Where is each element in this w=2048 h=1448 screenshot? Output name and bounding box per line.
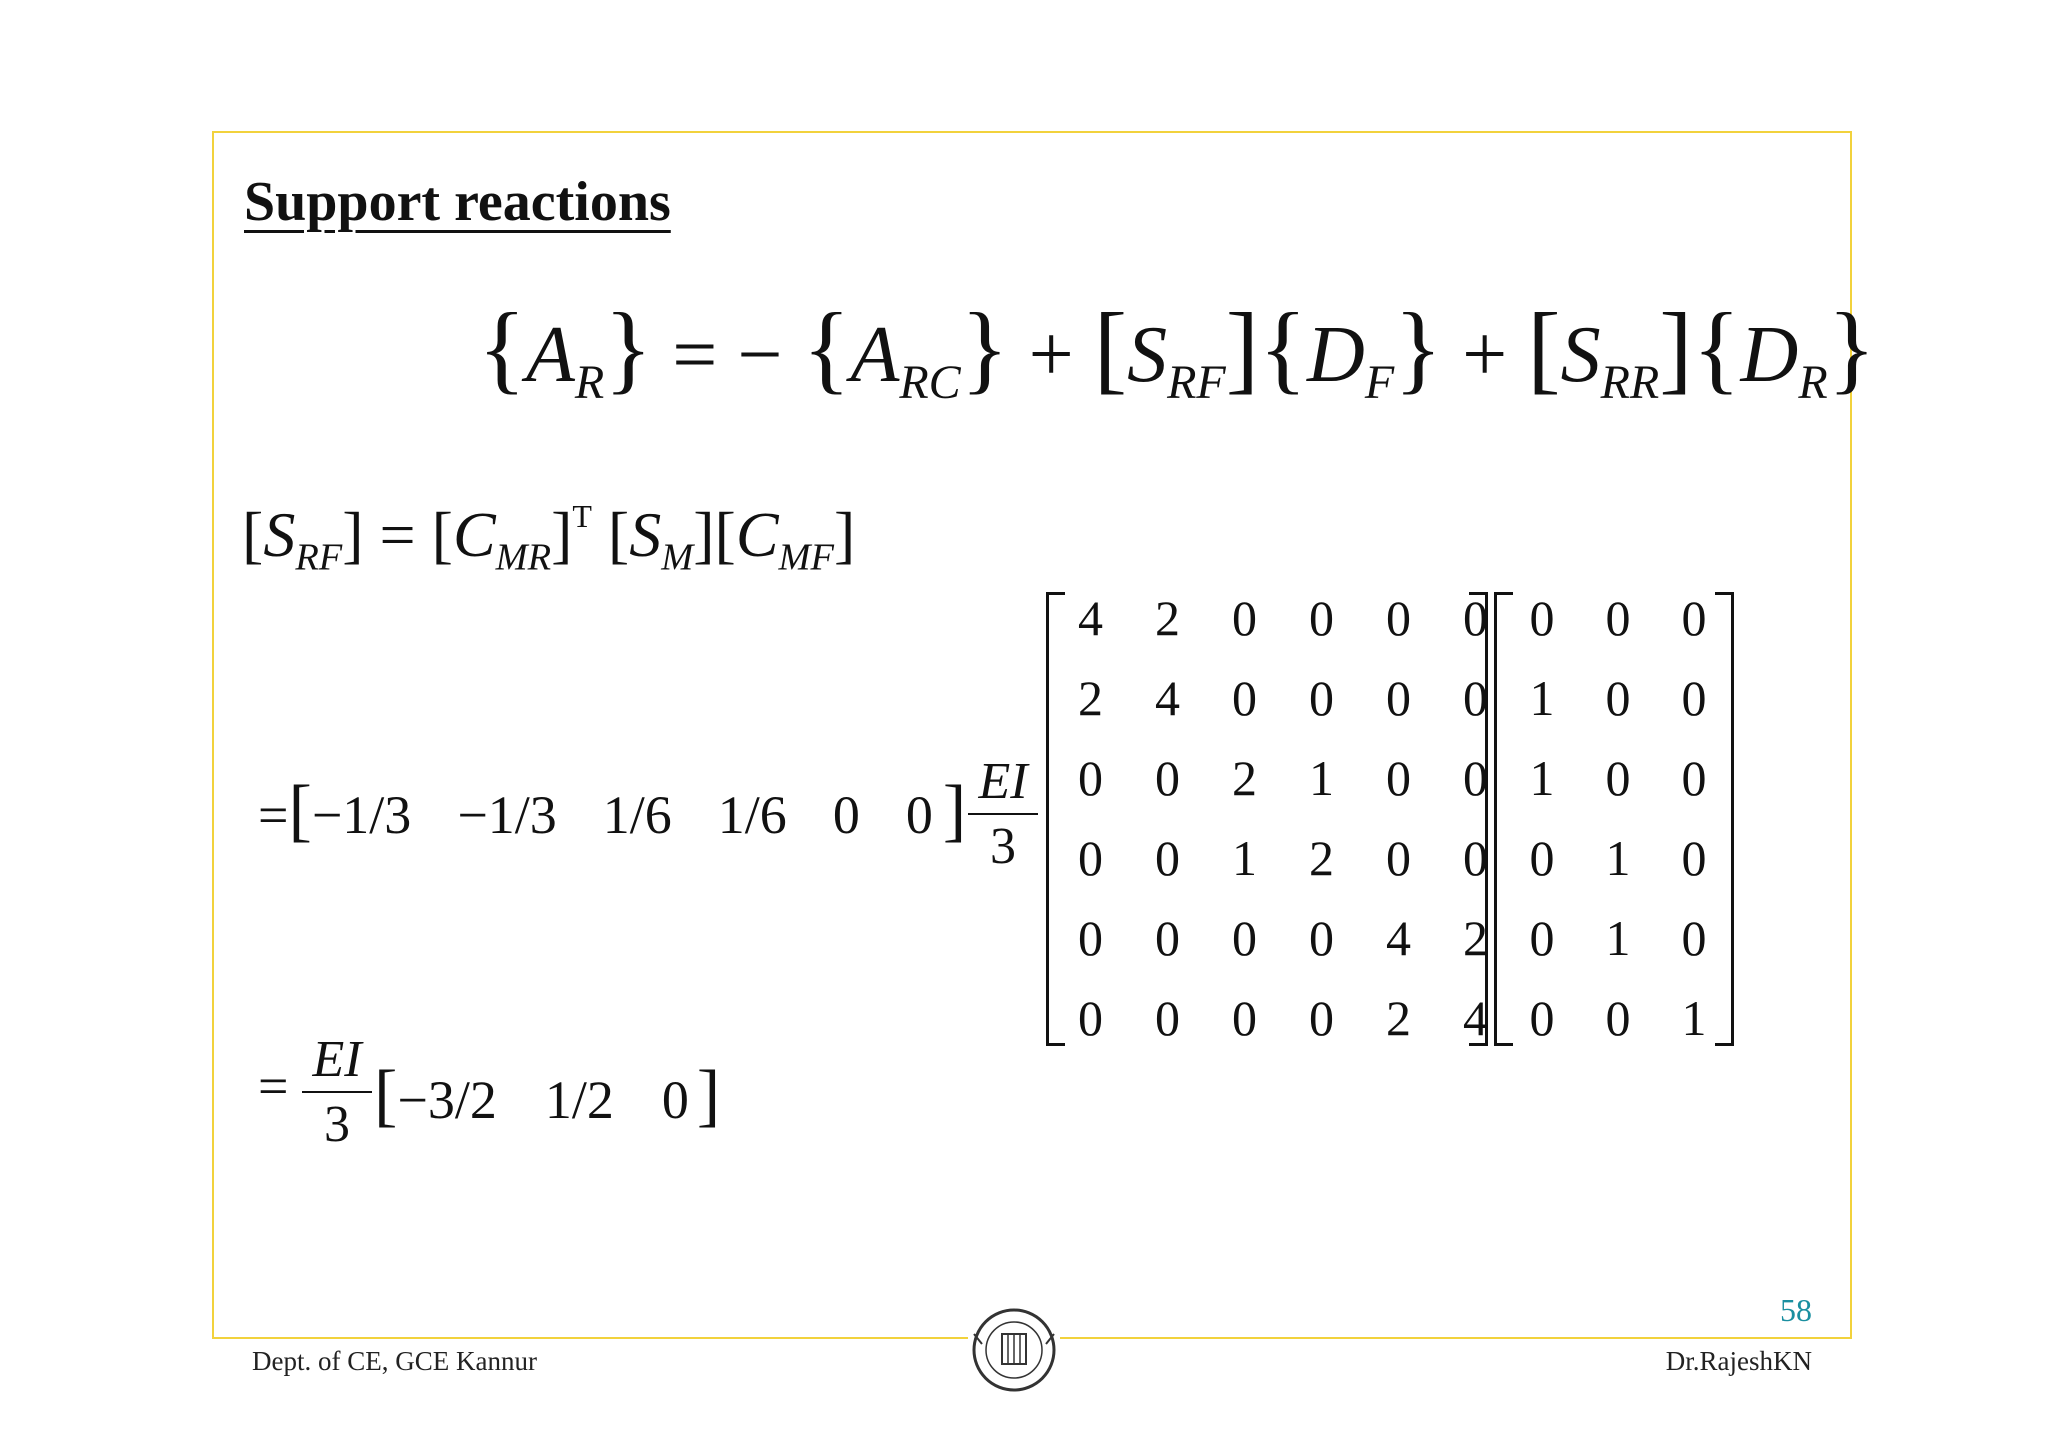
result-ei-over-3-fraction bbox=[302, 1030, 372, 1154]
arc-symbol: A bbox=[850, 311, 900, 399]
stiffness-matrix-cell: 0 bbox=[1078, 750, 1103, 806]
plus-sign-2: + bbox=[1462, 311, 1508, 399]
cmr-subscript: MR bbox=[495, 536, 552, 579]
stiffness-matrix-cell: 0 bbox=[1155, 830, 1180, 886]
support-reaction-equation: $\{A_R\}$ = − $\{A_{RC}\} + [S_{RF}]\{D_F\} + [S_{RR}]\{D_R\}$ bbox=[478, 292, 1876, 409]
connectivity-matrix-cell: 1 bbox=[1529, 750, 1555, 806]
stiffness-matrix-cell: 0 bbox=[1078, 910, 1103, 966]
equals-minus: = − bbox=[672, 311, 783, 399]
srf-definition-equation: $[S_{RF}] = [C_{MR}]^T$ $[S_M][C_{MF}]$ bbox=[242, 498, 856, 579]
connectivity-matrix-cell: 0 bbox=[1681, 670, 1707, 726]
stiffness-matrix-cell: 0 bbox=[1309, 670, 1334, 726]
stiffness-matrix-cell: 0 bbox=[1232, 670, 1257, 726]
rowvec-value: 1/6 bbox=[602, 785, 672, 845]
stiffness-matrix-cell: 0 bbox=[1463, 750, 1488, 806]
stiffness-matrix-cell: 0 bbox=[1155, 990, 1180, 1046]
stiffness-matrix-cell: 0 bbox=[1463, 670, 1488, 726]
college-seal-icon bbox=[968, 1304, 1060, 1396]
df-symbol: D bbox=[1307, 311, 1365, 399]
cmf-subscript: MF bbox=[778, 536, 834, 579]
connectivity-matrix bbox=[1504, 578, 1732, 1058]
stiffness-matrix-cell: 2 bbox=[1078, 670, 1103, 726]
cmf-symbol: C bbox=[735, 499, 779, 570]
dr-symbol: D bbox=[1740, 311, 1799, 399]
result-line bbox=[258, 1055, 288, 1117]
stiffness-matrix-cell: 0 bbox=[1309, 910, 1334, 966]
fraction-numerator: EI bbox=[978, 753, 1028, 810]
srf-lhs-symbol: S bbox=[263, 499, 296, 570]
stiffness-matrix-cell: 0 bbox=[1386, 830, 1411, 886]
connectivity-matrix-cell: 0 bbox=[1605, 750, 1631, 806]
rowvec-value: 0 bbox=[905, 785, 933, 845]
result-value: −3/2 bbox=[397, 1070, 497, 1130]
connectivity-matrix-cell: 0 bbox=[1681, 830, 1707, 886]
connectivity-matrix-cell: 1 bbox=[1529, 670, 1555, 726]
df-subscript: F bbox=[1364, 355, 1395, 409]
result-vector: [−3/2 1/2 0 ] bbox=[374, 1056, 721, 1134]
connectivity-matrix-cell: 0 bbox=[1605, 990, 1631, 1046]
dr-subscript: R bbox=[1798, 355, 1828, 409]
rowvec-value: −1/3 bbox=[311, 785, 412, 845]
result-fraction-denominator: 3 bbox=[324, 1096, 350, 1153]
result-equals: = bbox=[258, 1056, 289, 1116]
equals-sign: = bbox=[379, 499, 416, 570]
srf-symbol: S bbox=[1127, 311, 1168, 399]
ar-subscript: R bbox=[574, 355, 605, 409]
rowvec-value: 0 bbox=[832, 785, 860, 845]
fraction-denominator: 3 bbox=[990, 818, 1016, 875]
connectivity-matrix-cell: 0 bbox=[1681, 590, 1707, 646]
transpose-mark: T bbox=[572, 498, 592, 535]
result-value: 1/2 bbox=[544, 1070, 614, 1130]
stiffness-matrix-cell: 0 bbox=[1232, 990, 1257, 1046]
footer-dept: Dept. of CE, GCE Kannur bbox=[252, 1346, 537, 1376]
sm-symbol: S bbox=[629, 499, 662, 570]
stiffness-matrix-cell: 0 bbox=[1232, 910, 1257, 966]
srr-subscript: RR bbox=[1600, 355, 1660, 409]
stiffness-matrix-cell: 1 bbox=[1232, 830, 1257, 886]
stiffness-matrix-cell: 0 bbox=[1232, 590, 1257, 646]
rowvec-equals: = bbox=[258, 785, 289, 845]
connectivity-matrix-cell: 0 bbox=[1681, 750, 1707, 806]
ei-over-3-fraction bbox=[968, 752, 1038, 876]
result-fraction-numerator: EI bbox=[312, 1031, 362, 1088]
stiffness-matrix-cell: 0 bbox=[1078, 990, 1103, 1046]
connectivity-matrix-cell: 0 bbox=[1529, 910, 1555, 966]
stiffness-matrix-cell: 4 bbox=[1155, 670, 1180, 726]
connectivity-matrix-cell: 0 bbox=[1605, 670, 1631, 726]
stiffness-matrix-cell: 2 bbox=[1386, 990, 1411, 1046]
stiffness-matrix-cell: 2 bbox=[1463, 910, 1488, 966]
stiffness-matrix-cell: 0 bbox=[1309, 590, 1334, 646]
stiffness-matrix-cell: 1 bbox=[1309, 750, 1334, 806]
stiffness-matrix-cell: 0 bbox=[1386, 590, 1411, 646]
stiffness-matrix-cell: 0 bbox=[1309, 990, 1334, 1046]
stiffness-matrix-cell: 0 bbox=[1463, 830, 1488, 886]
stiffness-matrix-cell: 0 bbox=[1463, 590, 1488, 646]
stiffness-matrix-cell: 4 bbox=[1078, 590, 1103, 646]
srr-symbol: S bbox=[1560, 311, 1601, 399]
connectivity-matrix-cell: 0 bbox=[1529, 990, 1555, 1046]
connectivity-matrix-cell: 1 bbox=[1681, 990, 1707, 1046]
arc-subscript: RC bbox=[899, 355, 961, 409]
srf-subscript: RF bbox=[1167, 355, 1226, 409]
result-value: 0 bbox=[661, 1070, 689, 1130]
ar-symbol: A bbox=[526, 311, 575, 399]
slide-title: Support reactions bbox=[244, 171, 671, 233]
plus-sign: + bbox=[1028, 311, 1074, 399]
sm-subscript: M bbox=[661, 536, 694, 579]
connectivity-matrix-cell: 0 bbox=[1681, 910, 1707, 966]
stiffness-matrix-cell: 4 bbox=[1463, 990, 1488, 1046]
connectivity-matrix-cell: 0 bbox=[1605, 590, 1631, 646]
rowvec-value: 1/6 bbox=[717, 785, 787, 845]
stiffness-matrix-cell: 0 bbox=[1078, 830, 1103, 886]
stiffness-matrix-cell: 0 bbox=[1386, 750, 1411, 806]
stiffness-matrix-cell: 0 bbox=[1155, 910, 1180, 966]
connectivity-matrix-cell: 0 bbox=[1529, 830, 1555, 886]
footer-author: Dr.RajeshKN bbox=[1665, 1346, 1812, 1376]
stiffness-matrix-cell: 0 bbox=[1386, 670, 1411, 726]
cmr-symbol: C bbox=[452, 499, 496, 570]
connectivity-matrix-cell: 1 bbox=[1605, 830, 1631, 886]
connectivity-matrix-cell: 1 bbox=[1605, 910, 1631, 966]
stiffness-matrix-cell: 0 bbox=[1155, 750, 1180, 806]
stiffness-matrix-cell: 2 bbox=[1155, 590, 1180, 646]
rowvec-value: −1/3 bbox=[457, 785, 557, 845]
stiffness-matrix bbox=[1052, 578, 1514, 1058]
row-vector-line: =[−1/3 −1/3 1/6 1/6 0 0 ] bbox=[258, 771, 967, 849]
stiffness-matrix-cell: 2 bbox=[1309, 830, 1334, 886]
stiffness-matrix-cell: 2 bbox=[1232, 750, 1257, 806]
connectivity-matrix-cell: 0 bbox=[1529, 590, 1555, 646]
stiffness-matrix-cell: 4 bbox=[1386, 910, 1411, 966]
page-number: 58 bbox=[1780, 1292, 1812, 1328]
srf-lhs-subscript: RF bbox=[295, 536, 343, 579]
